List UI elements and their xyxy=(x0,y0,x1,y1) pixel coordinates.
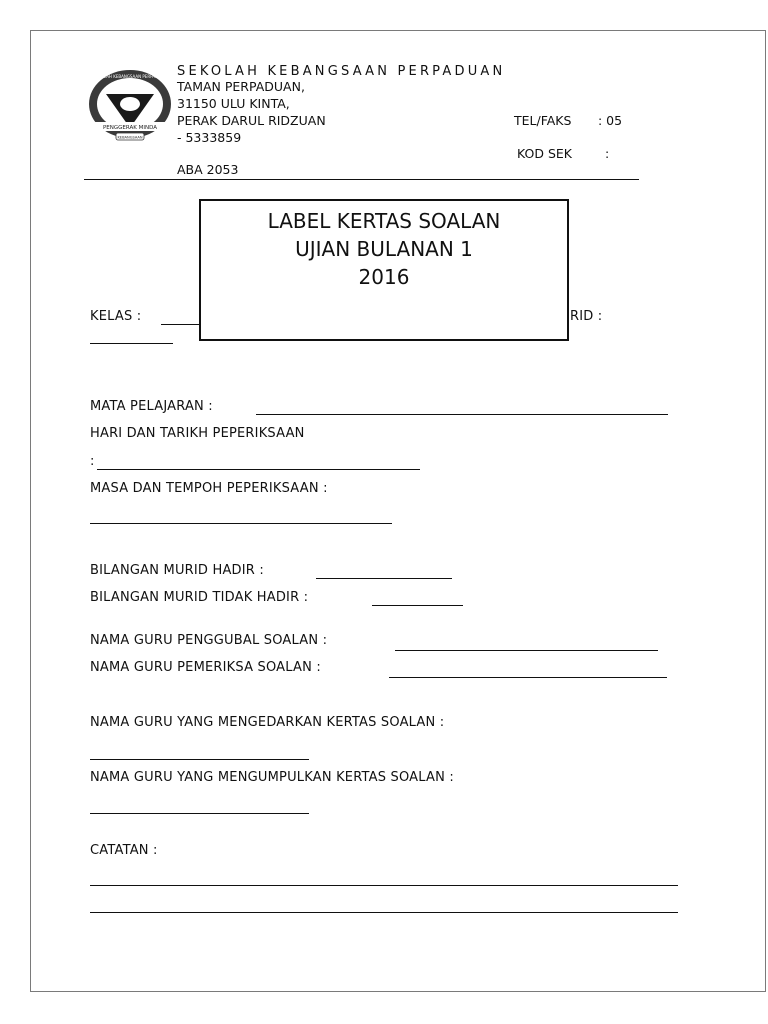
address-line-2: 31150 ULU KINTA, xyxy=(177,96,290,111)
masa-tempoh-label: MASA DAN TEMPOH PEPERIKSAAN : xyxy=(90,481,328,496)
catatan-line-2[interactable] xyxy=(90,912,678,913)
murid-line[interactable] xyxy=(90,343,173,344)
logo-base-text: KEBANGSAAN xyxy=(117,135,143,140)
masa-tempoh-line[interactable] xyxy=(90,523,392,524)
header-divider xyxy=(84,179,639,180)
label-exam: UJIAN BULANAN 1 xyxy=(295,237,473,261)
mengedarkan-label: NAMA GURU YANG MENGEDARKAN KERTAS SOALAN : xyxy=(90,715,445,730)
hadir-line[interactable] xyxy=(316,578,452,579)
penggubal-label: NAMA GURU PENGGUBAL SOALAN : xyxy=(90,633,328,648)
hari-tarikh-label: HARI DAN TARIKH PEPERIKSAAN xyxy=(90,426,305,441)
school-name: SEKOLAH KEBANGSAAN PERPADUAN xyxy=(177,64,506,79)
catatan-label: CATATAN : xyxy=(90,843,158,858)
mengumpulkan-line[interactable] xyxy=(90,813,309,814)
kod-sek-label: KOD SEK xyxy=(517,146,572,161)
kod-sek-value: : xyxy=(605,146,610,161)
kelas-line[interactable] xyxy=(161,324,201,325)
hari-tarikh-line[interactable] xyxy=(97,469,420,470)
logo-banner-text: PENGGERAK MINDA xyxy=(102,125,158,131)
tidak-hadir-line[interactable] xyxy=(372,605,463,606)
hadir-label: BILANGAN MURID HADIR : xyxy=(90,563,264,578)
school-code: ABA 2053 xyxy=(177,162,239,177)
label-title: LABEL KERTAS SOALAN xyxy=(267,209,501,233)
penggubal-line[interactable] xyxy=(395,650,658,651)
tidak-hadir-label: BILANGAN MURID TIDAK HADIR : xyxy=(90,590,309,605)
mata-pelajaran-line[interactable] xyxy=(256,414,668,415)
logo-ring-text: SEKOLAH KEBANGSAAN PERPADUAN xyxy=(93,74,167,79)
pemeriksa-label: NAMA GURU PEMERIKSA SOALAN : xyxy=(90,660,321,675)
logo-center-icon xyxy=(120,97,140,111)
address-line-3: PERAK DARUL RIDZUAN xyxy=(177,113,326,128)
catatan-line-1[interactable] xyxy=(90,885,678,886)
label-box xyxy=(199,199,569,341)
mengumpulkan-label: NAMA GURU YANG MENGUMPULKAN KERTAS SOALAN : xyxy=(90,770,454,785)
kelas-label: KELAS : xyxy=(90,309,142,324)
pemeriksa-line[interactable] xyxy=(389,677,667,678)
label-year: 2016 xyxy=(358,265,410,289)
murid-label: RID : xyxy=(570,309,603,324)
address-line-4: - 5333859 xyxy=(177,130,242,145)
hari-tarikh-colon: : xyxy=(90,454,95,469)
mengedarkan-line[interactable] xyxy=(90,759,309,760)
school-logo xyxy=(86,64,174,150)
mata-pelajaran-label: MATA PELAJARAN : xyxy=(90,399,213,414)
address-line-1: TAMAN PERPADUAN, xyxy=(177,79,305,94)
tel-value: : 05 xyxy=(598,113,623,128)
tel-label: TEL/FAKS xyxy=(514,113,572,128)
